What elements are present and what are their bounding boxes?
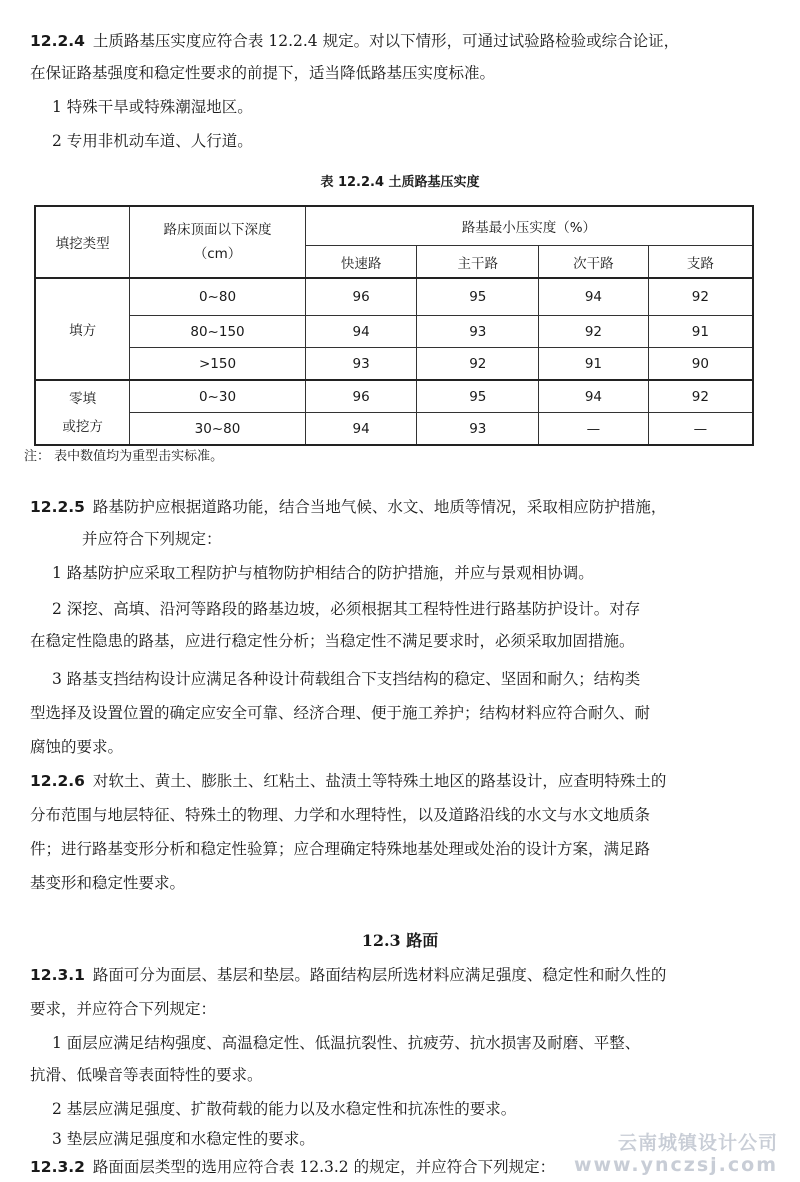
table-note: 注： 表中数值均为重型击实标准。 xyxy=(24,449,224,464)
list-item-cont: 腐蚀的要求。 xyxy=(30,738,124,756)
list-item: 1 路基防护应采取工程防护与植物防护相结合的防护措施，并应与景观相协调。 xyxy=(52,564,594,582)
cell-value: 92 xyxy=(648,380,753,413)
list-item: 2 专用非机动车道、人行道。 xyxy=(52,132,253,150)
table-row xyxy=(35,380,753,413)
watermark-url: www.ynczsj.com xyxy=(573,1154,778,1176)
clause-text-line: 在保证路基强度和稳定性要求的前提下，适当降低路基压实度标准。 xyxy=(30,64,496,82)
header-depth-line2: （cm） xyxy=(193,246,242,262)
clause-number: 12.2.4 xyxy=(30,32,85,50)
cell-value: 95 xyxy=(417,278,539,316)
cell-value: 94 xyxy=(539,380,649,413)
clause-text: 土质路基压实度应符合表 12.2.4 规定。对以下情形，可通过试验路检验或综合论证， xyxy=(92,32,680,50)
header-col: 支路 xyxy=(648,246,753,279)
compaction-table xyxy=(34,205,754,446)
clause-text: 路基防护应根据道路功能，结合当地气候、水文、地质等情况，采取相应防护措施， xyxy=(92,498,667,516)
header-depth xyxy=(130,206,306,278)
clause-number: 12.3.1 xyxy=(30,966,85,984)
cell-value: — xyxy=(539,413,649,446)
header-fill-type: 填挖类型 xyxy=(35,206,130,278)
clause-number: 12.3.2 xyxy=(30,1158,85,1176)
watermark xyxy=(574,1132,778,1176)
table-row xyxy=(35,348,753,381)
header-col: 次干路 xyxy=(539,246,649,279)
list-item-cont: 在稳定性隐患的路基，应进行稳定性分析；当稳定性不满足要求时，必须采取加固措施。 xyxy=(30,632,635,650)
header-col: 快速路 xyxy=(305,246,417,279)
list-item: 2 基层应满足强度、扩散荷载的能力以及水稳定性和抗冻性的要求。 xyxy=(52,1100,517,1118)
cell-value: 92 xyxy=(417,348,539,381)
clause-12-2-4 xyxy=(30,30,776,52)
cell-depth: 30~80 xyxy=(130,413,306,446)
header-depth-line1: 路床顶面以下深度 xyxy=(163,222,272,238)
list-item: 3 垫层应满足强度和水稳定性的要求。 xyxy=(52,1130,315,1148)
header-min-compaction: 路基最小压实度（%） xyxy=(305,206,753,246)
group-label-line1: 零填 xyxy=(69,390,97,407)
group-label: 填方 xyxy=(35,278,130,380)
list-item: 1 面层应满足结构强度、高温稳定性、低温抗裂性、抗疲劳、抗水损害及耐磨、平整、 xyxy=(52,1034,641,1052)
group-label-line2: 或挖方 xyxy=(62,418,103,435)
section-heading: 12.3 路面 xyxy=(361,931,439,950)
clause-12-3-1 xyxy=(30,964,776,986)
cell-value: 96 xyxy=(305,380,417,413)
cell-value: 93 xyxy=(305,348,417,381)
clause-number: 12.2.5 xyxy=(30,498,85,516)
cell-value: 94 xyxy=(539,278,649,316)
cell-value: 94 xyxy=(305,413,417,446)
cell-depth: 0~80 xyxy=(130,278,306,316)
clause-text-line: 件；进行路基变形分析和稳定性验算；应合理确定特殊地基处理或处治的设计方案，满足路 xyxy=(30,840,651,858)
clause-text-line: 分布范围与地层特征、特殊土的物理、力学和水理特性，以及道路沿线的水文与水文地质条 xyxy=(30,806,651,824)
cell-value: 95 xyxy=(417,380,539,413)
table-row xyxy=(35,413,753,446)
list-item: 2 深挖、高填、沿河等路段的路基边坡，必须根据其工程特性进行路基防护设计。对存 xyxy=(52,600,641,618)
clause-text: 路面可分为面层、基层和垫层。路面结构层所选材料应满足强度、稳定性和耐久性的 xyxy=(92,966,667,984)
watermark-company: 云南城镇设计公司 xyxy=(617,1132,778,1154)
cell-depth: >150 xyxy=(130,348,306,381)
table-row xyxy=(35,316,753,348)
cell-value: 92 xyxy=(539,316,649,348)
cell-value: 96 xyxy=(305,278,417,316)
list-item-cont: 抗滑、低噪音等表面特性的要求。 xyxy=(30,1066,263,1084)
cell-value: — xyxy=(648,413,753,446)
cell-value: 93 xyxy=(417,316,539,348)
table-row xyxy=(35,278,753,316)
header-col: 主干路 xyxy=(417,246,539,279)
list-item-cont: 型选择及设置位置的确定应安全可靠、经济合理、便于施工养护；结构材料应符合耐久、耐 xyxy=(30,704,651,722)
group-label xyxy=(35,380,130,445)
table-caption: 表 12.2.4 土质路基压实度 xyxy=(320,175,480,190)
cell-value: 94 xyxy=(305,316,417,348)
cell-value: 92 xyxy=(648,278,753,316)
clause-text: 路面面层类型的选用应符合表 12.3.2 的规定，并应符合下列规定： xyxy=(92,1158,556,1176)
clause-text-line: 并应符合下列规定： xyxy=(82,530,222,548)
cell-value: 90 xyxy=(648,348,753,381)
list-item: 1 特殊干旱或特殊潮湿地区。 xyxy=(52,98,253,116)
clause-text: 对软土、黄土、膨胀土、红粘土、盐渍土等特殊土地区的路基设计，应查明特殊土的 xyxy=(92,772,667,790)
clause-number: 12.2.6 xyxy=(30,772,85,790)
clause-text-line: 基变形和稳定性要求。 xyxy=(30,874,186,892)
clause-12-2-5 xyxy=(30,496,776,518)
cell-depth: 80~150 xyxy=(130,316,306,348)
cell-value: 91 xyxy=(539,348,649,381)
clause-text-line: 要求，并应符合下列规定： xyxy=(30,1000,217,1018)
clause-12-2-6 xyxy=(30,770,776,792)
cell-value: 93 xyxy=(417,413,539,446)
cell-value: 91 xyxy=(648,316,753,348)
list-item: 3 路基支挡结构设计应满足各种设计荷载组合下支挡结构的稳定、坚固和耐久；结构类 xyxy=(52,670,641,688)
cell-depth: 0~30 xyxy=(130,380,306,413)
